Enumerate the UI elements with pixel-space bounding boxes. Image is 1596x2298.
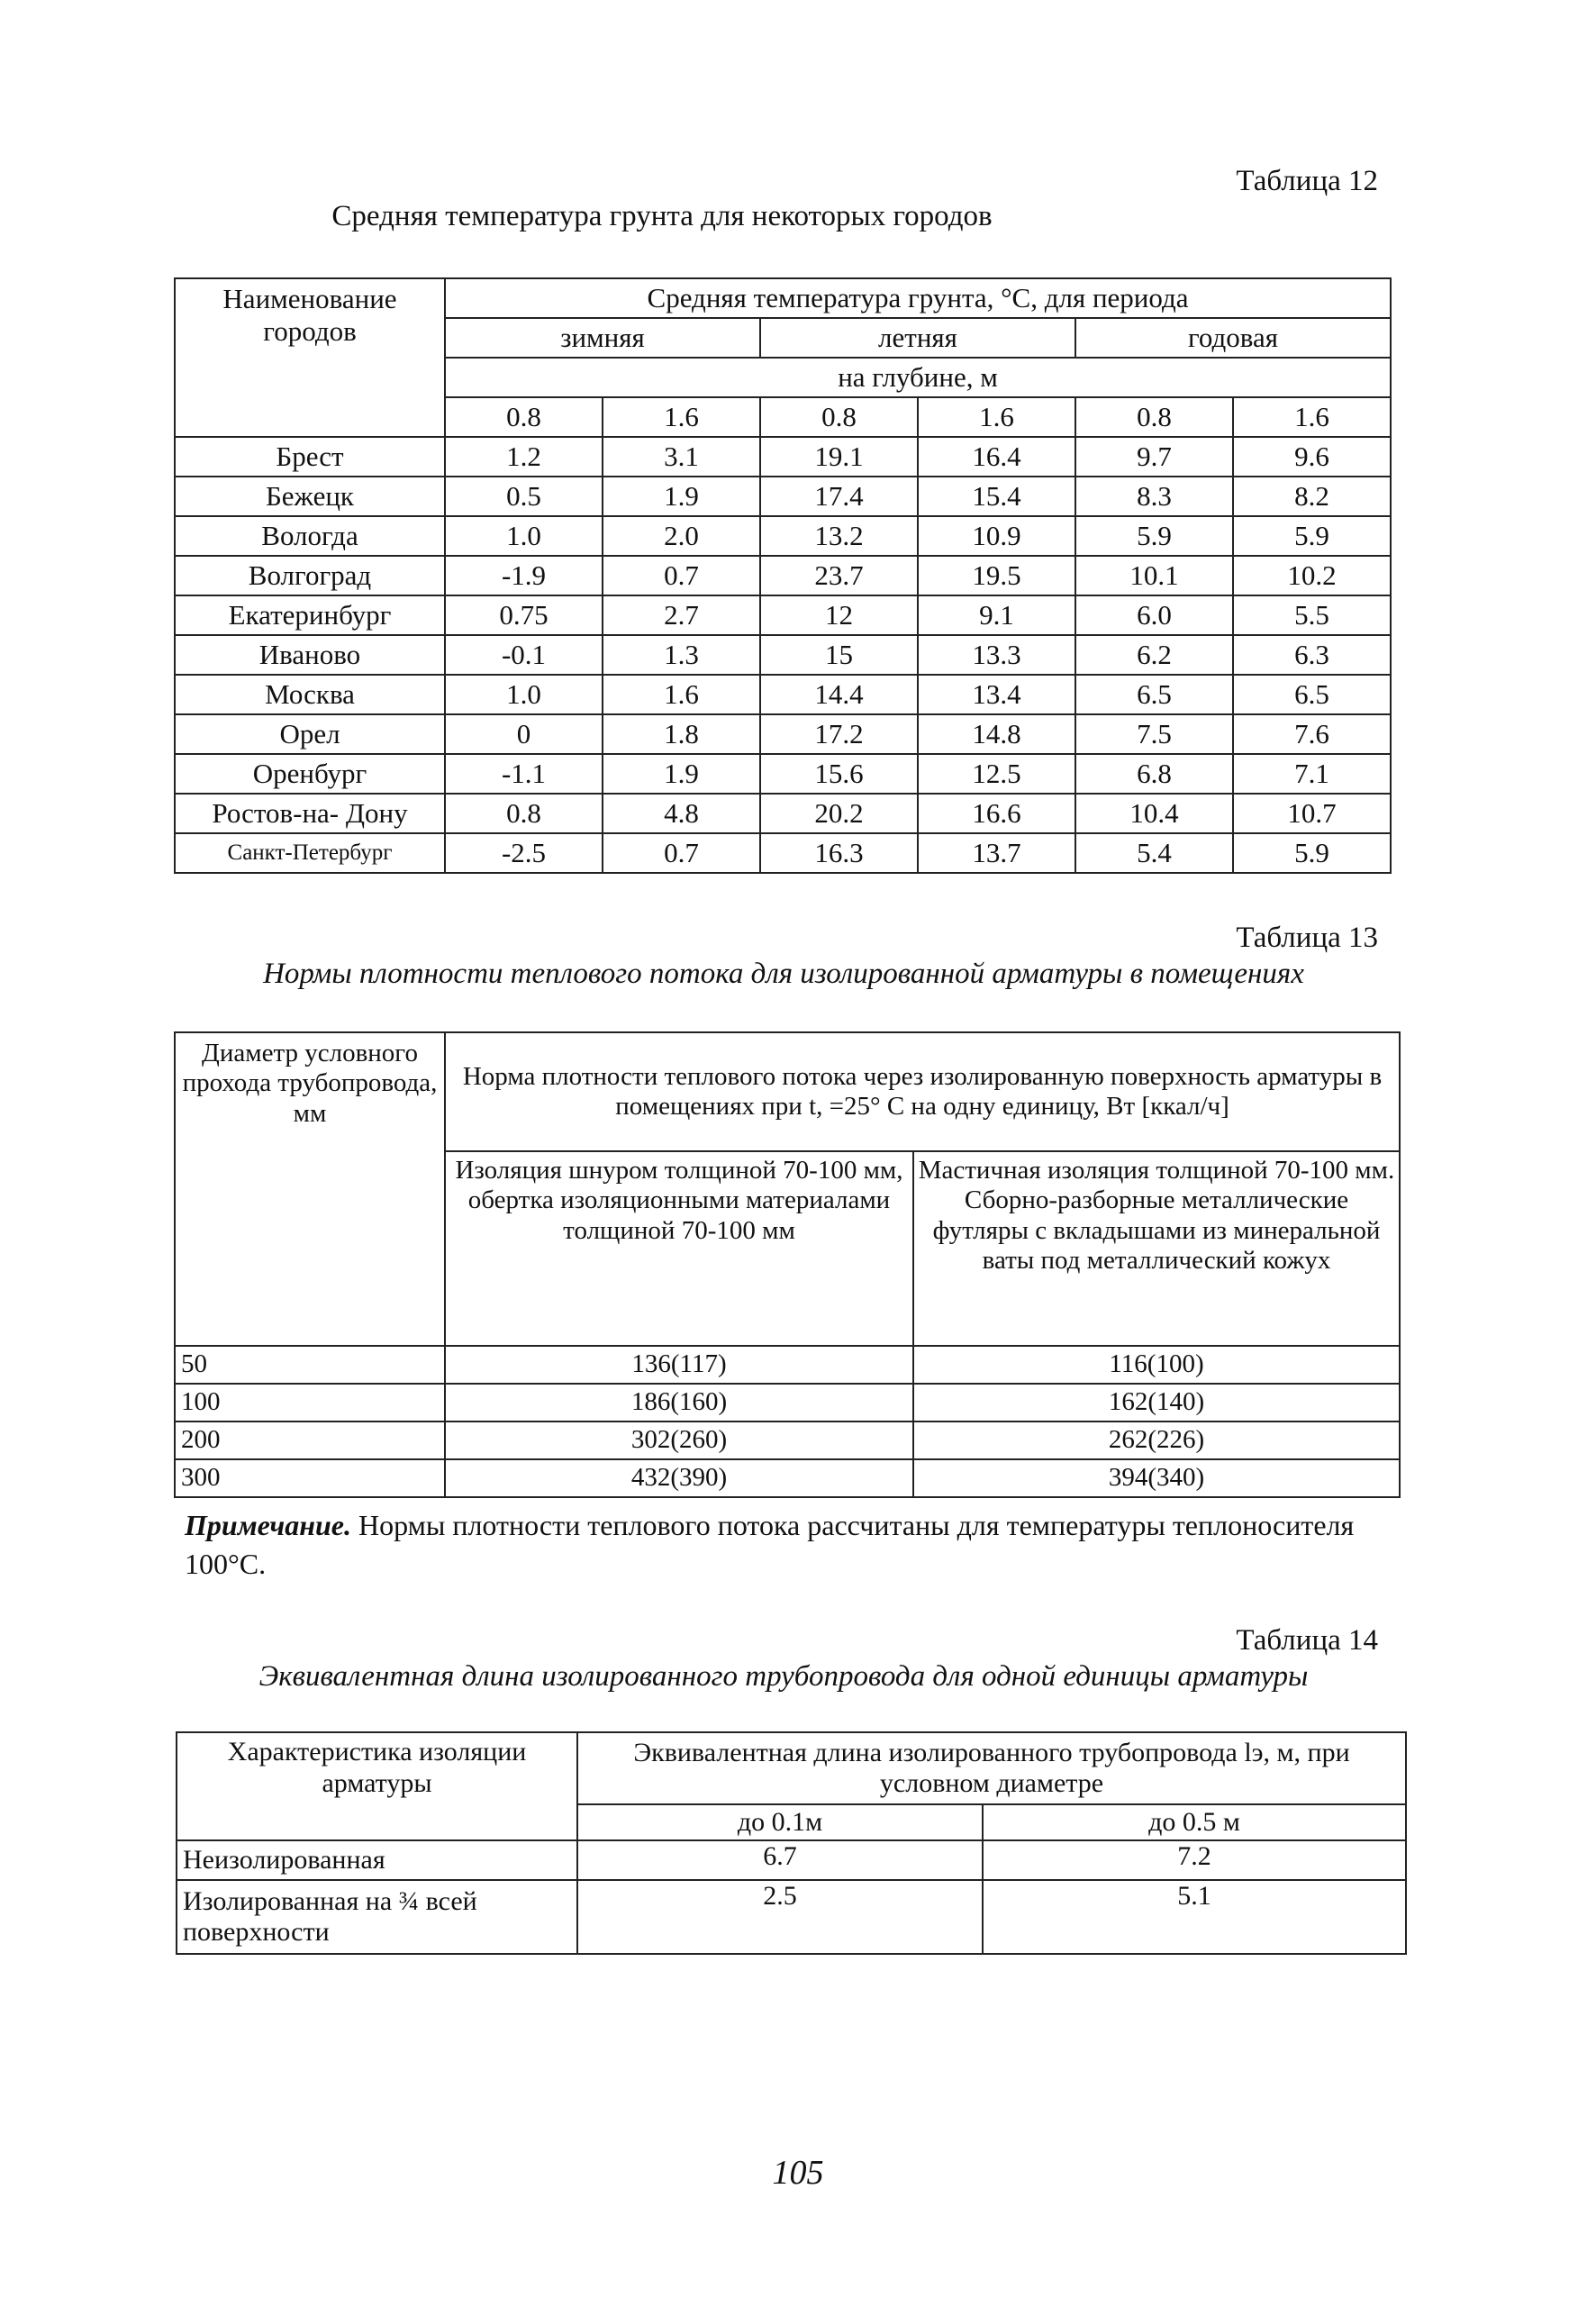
city-cell: Брест [175, 437, 445, 477]
value-cell: 16.6 [918, 794, 1075, 833]
value-cell: 432(390) [445, 1459, 913, 1497]
value-cell: 16.4 [918, 437, 1075, 477]
characteristic-cell: Неизолированная [177, 1840, 577, 1880]
table-row [177, 1840, 1406, 1880]
header-characteristic: Характеристика изоляции арматуры [177, 1732, 577, 1840]
value-cell: 0.8 [445, 794, 603, 833]
diameter-cell: 50 [175, 1346, 445, 1384]
value-cell: 15.4 [918, 477, 1075, 516]
value-cell: 1.0 [445, 516, 603, 556]
table-row [177, 1880, 1406, 1954]
value-cell: 3.1 [603, 437, 760, 477]
table-13-label: Таблица 13 [1236, 922, 1378, 954]
value-cell: 5.9 [1075, 516, 1233, 556]
table-row [175, 754, 1391, 794]
value-cell: 10.1 [1075, 556, 1233, 595]
value-cell: 1.2 [445, 437, 603, 477]
value-cell: 4.8 [603, 794, 760, 833]
value-cell: 8.2 [1233, 477, 1391, 516]
header-period-winter: зимняя [445, 318, 760, 358]
table-row [175, 794, 1391, 833]
value-cell: 6.0 [1075, 595, 1233, 635]
header-col-mastic: Мастичная изоляция толщиной 70-100 мм. Сборно-разборные металлические футляры с вкладышами из минеральной ваты под металлический кожух [913, 1151, 1400, 1346]
value-cell: 2.7 [603, 595, 760, 635]
table-row [175, 714, 1391, 754]
note-text: Нормы плотности теплового потока рассчитаны для температуры теплоносителя 100°С. [185, 1509, 1355, 1581]
table-row [175, 675, 1391, 714]
value-cell: 1.6 [603, 675, 760, 714]
value-cell: 262(226) [913, 1421, 1400, 1459]
table-12-title: Средняя температура грунта для некоторых городов [331, 200, 993, 232]
value-cell: 17.4 [760, 477, 918, 516]
value-cell: 302(260) [445, 1421, 913, 1459]
table-row [175, 1459, 1400, 1497]
header-depth: на глубине, м [445, 358, 1391, 397]
diameter-cell: 300 [175, 1459, 445, 1497]
header-city: Наименование городов [175, 278, 445, 437]
value-cell: 13.7 [918, 833, 1075, 873]
table-row [175, 833, 1391, 873]
depth-cell: 0.8 [445, 397, 603, 437]
value-cell: -1.9 [445, 556, 603, 595]
depth-cell: 1.6 [1233, 397, 1391, 437]
header-main: Норма плотности теплового потока через изолированную поверхность арматуры в помещениях при t, =25° С на одну единицу, Вт [ккал/ч] [445, 1032, 1400, 1151]
value-cell: -1.1 [445, 754, 603, 794]
value-cell: 136(117) [445, 1346, 913, 1384]
value-cell: 15 [760, 635, 918, 675]
value-cell: 9.6 [1233, 437, 1391, 477]
value-cell: 6.8 [1075, 754, 1233, 794]
value-cell: 19.5 [918, 556, 1075, 595]
header-col-05: до 0.5 м [983, 1804, 1406, 1840]
city-cell: Иваново [175, 635, 445, 675]
depth-cell: 0.8 [1075, 397, 1233, 437]
city-cell: Бежецк [175, 477, 445, 516]
table-14-label: Таблица 14 [1236, 1624, 1378, 1657]
table-13 [174, 1031, 1401, 1498]
city-cell: Орел [175, 714, 445, 754]
value-cell: 0.7 [603, 556, 760, 595]
city-cell: Москва [175, 675, 445, 714]
value-cell: 7.1 [1233, 754, 1391, 794]
table-row [175, 437, 1391, 477]
value-cell: 19.1 [760, 437, 918, 477]
table-14-title: Эквивалентная длина изолированного трубопровода для одной единицы арматуры [258, 1660, 1309, 1693]
value-cell: 23.7 [760, 556, 918, 595]
value-cell: 6.5 [1075, 675, 1233, 714]
table-row [175, 1346, 1400, 1384]
value-cell: 1.8 [603, 714, 760, 754]
table-13-note [185, 1506, 1383, 1584]
value-cell: 13.3 [918, 635, 1075, 675]
value-cell: 10.9 [918, 516, 1075, 556]
value-cell: 0.75 [445, 595, 603, 635]
value-cell: 15.6 [760, 754, 918, 794]
value-cell: 6.5 [1233, 675, 1391, 714]
value-cell: 0.5 [445, 477, 603, 516]
value-cell: 162(140) [913, 1384, 1400, 1421]
table-12-label: Таблица 12 [1236, 165, 1378, 197]
value-cell: 10.2 [1233, 556, 1391, 595]
header-main: Эквивалентная длина изолированного трубопровода lэ, м, при условном диаметре [577, 1732, 1406, 1804]
table-14 [176, 1731, 1407, 1955]
table-row [175, 1421, 1400, 1459]
note-label: Примечание. [185, 1509, 351, 1541]
city-cell: Волгоград [175, 556, 445, 595]
city-cell: Ростов-на- Дону [175, 794, 445, 833]
value-cell: 6.7 [577, 1840, 983, 1880]
value-cell: 2.0 [603, 516, 760, 556]
table-row [175, 595, 1391, 635]
value-cell: 6.2 [1075, 635, 1233, 675]
page-number: 105 [772, 2154, 824, 2192]
value-cell: 17.2 [760, 714, 918, 754]
value-cell: 1.9 [603, 754, 760, 794]
value-cell: 1.3 [603, 635, 760, 675]
table-12 [174, 277, 1392, 874]
value-cell: 12 [760, 595, 918, 635]
diameter-cell: 200 [175, 1421, 445, 1459]
value-cell: 9.7 [1075, 437, 1233, 477]
depth-cell: 1.6 [918, 397, 1075, 437]
table-row [175, 635, 1391, 675]
city-cell: Екатеринбург [175, 595, 445, 635]
value-cell: 7.5 [1075, 714, 1233, 754]
value-cell: 14.8 [918, 714, 1075, 754]
table-row [175, 516, 1391, 556]
value-cell: 1.0 [445, 675, 603, 714]
value-cell: 5.9 [1233, 516, 1391, 556]
value-cell: 20.2 [760, 794, 918, 833]
value-cell: 16.3 [760, 833, 918, 873]
header-col-cord: Изоляция шнуром толщиной 70-100 мм, обертка изоляционными материалами толщиной 70-100 мм [445, 1151, 913, 1346]
city-cell: Оренбург [175, 754, 445, 794]
value-cell: 5.1 [983, 1880, 1406, 1954]
table-13-title: Нормы плотности теплового потока для изолированной арматуры в помещениях [263, 958, 1304, 990]
city-cell: Санкт-Петербург [175, 833, 445, 873]
header-diameter: Диаметр условного прохода трубопровода, мм [175, 1032, 445, 1346]
header-col-01: до 0.1м [577, 1804, 983, 1840]
value-cell: 14.4 [760, 675, 918, 714]
header-main: Средняя температура грунта, °С, для периода [445, 278, 1391, 318]
value-cell: 186(160) [445, 1384, 913, 1421]
characteristic-cell: Изолированная на ¾ всей поверхности [177, 1880, 577, 1954]
value-cell: 394(340) [913, 1459, 1400, 1497]
value-cell: 10.7 [1233, 794, 1391, 833]
diameter-cell: 100 [175, 1384, 445, 1421]
depth-cell: 0.8 [760, 397, 918, 437]
value-cell: -0.1 [445, 635, 603, 675]
value-cell: -2.5 [445, 833, 603, 873]
table-row [175, 477, 1391, 516]
value-cell: 12.5 [918, 754, 1075, 794]
value-cell: 1.9 [603, 477, 760, 516]
value-cell: 116(100) [913, 1346, 1400, 1384]
value-cell: 5.4 [1075, 833, 1233, 873]
depth-cell: 1.6 [603, 397, 760, 437]
value-cell: 5.5 [1233, 595, 1391, 635]
city-cell: Вологда [175, 516, 445, 556]
value-cell: 0.7 [603, 833, 760, 873]
value-cell: 0 [445, 714, 603, 754]
header-period-summer: летняя [760, 318, 1075, 358]
value-cell: 5.9 [1233, 833, 1391, 873]
value-cell: 7.6 [1233, 714, 1391, 754]
header-period-annual: годовая [1075, 318, 1391, 358]
value-cell: 9.1 [918, 595, 1075, 635]
value-cell: 6.3 [1233, 635, 1391, 675]
value-cell: 10.4 [1075, 794, 1233, 833]
value-cell: 2.5 [577, 1880, 983, 1954]
table-row [175, 556, 1391, 595]
value-cell: 13.4 [918, 675, 1075, 714]
value-cell: 8.3 [1075, 477, 1233, 516]
value-cell: 7.2 [983, 1840, 1406, 1880]
table-row [175, 1384, 1400, 1421]
value-cell: 13.2 [760, 516, 918, 556]
